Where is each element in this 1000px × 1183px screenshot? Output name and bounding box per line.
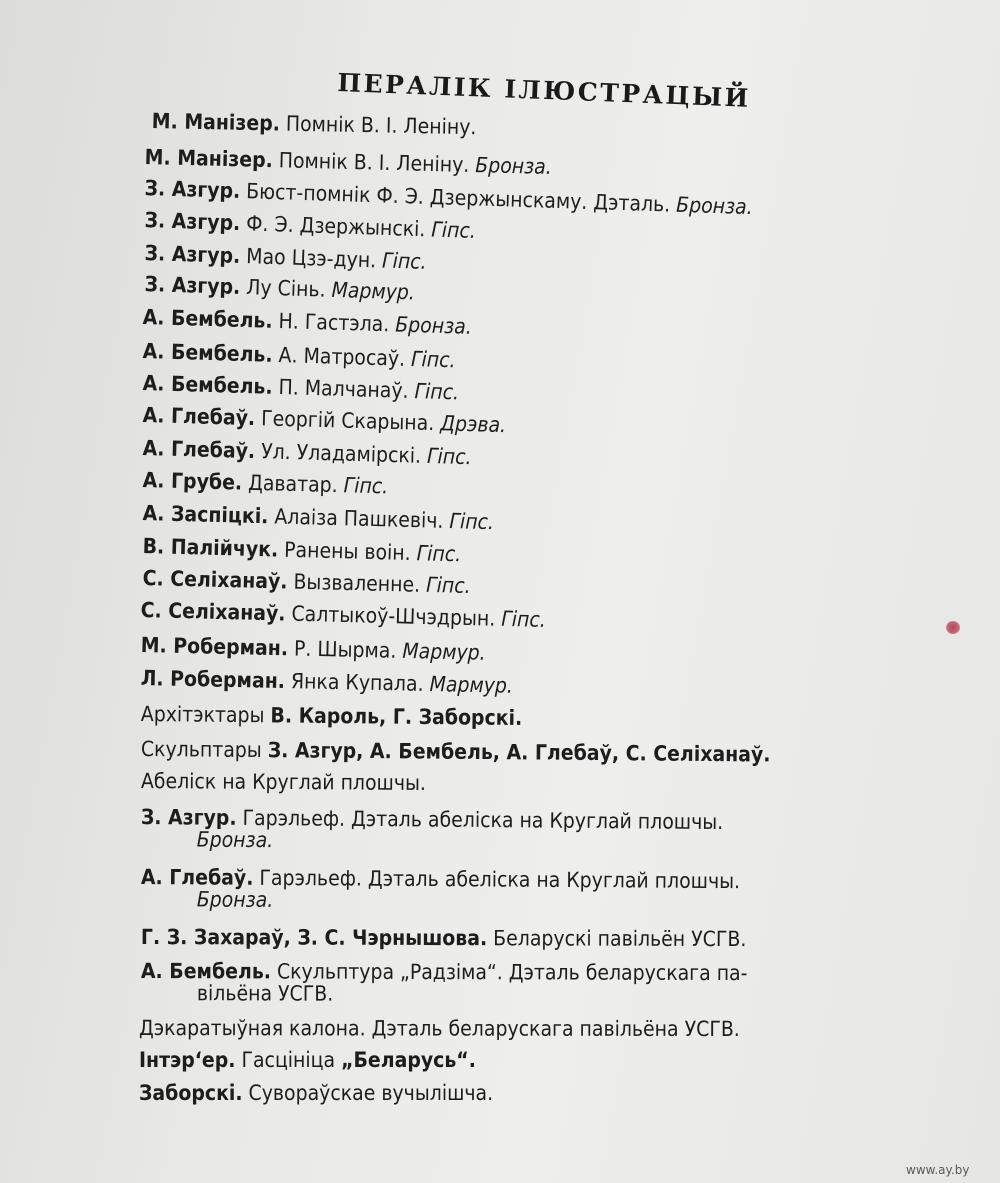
author: Л. Роберман. — [140, 666, 286, 694]
work-title: Алаіза Пашкевіч. — [274, 504, 444, 533]
material: Бронза. — [475, 153, 553, 179]
author: А. Бембель. — [142, 305, 273, 333]
material: Мармур. — [402, 638, 486, 665]
author: З. Азгур. — [144, 208, 241, 236]
list-item — [142, 502, 494, 533]
list-item — [141, 634, 486, 664]
author: Заборскі. — [139, 1081, 243, 1105]
work-title: Беларускі павільён УСГВ. — [493, 926, 747, 952]
interior-text: Гасцініца — [241, 1048, 336, 1072]
material: Мармур. — [429, 672, 514, 698]
obelisk-line — [141, 770, 426, 794]
list-item — [141, 667, 514, 697]
interior-label: Інтэр‘ер. — [139, 1048, 236, 1072]
author: А. Глебаў. — [142, 436, 256, 464]
material: Бронза. — [196, 827, 274, 853]
work-title: Даватар. — [247, 470, 339, 498]
author: Г. З. Захараў, З. С. Чэрнышова. — [140, 925, 488, 951]
hotel-name: „Беларусь“. — [341, 1048, 476, 1072]
author: М. Роберман. — [140, 633, 289, 661]
watermark: www.ay.by — [906, 1163, 970, 1177]
list-item — [152, 110, 477, 138]
material: Гіпс. — [425, 572, 471, 599]
list-item — [142, 340, 456, 371]
author: З. Азгур. — [144, 176, 241, 203]
author: М. Манізер. — [144, 145, 274, 173]
material: Дрэва. — [439, 411, 507, 438]
list-item — [142, 404, 506, 436]
work-title: Вызваленне. — [293, 569, 421, 597]
work-title: Помнік В. І. Леніну. — [285, 111, 477, 140]
author: З. Азгур. — [140, 805, 237, 830]
material: Бронза. — [196, 887, 274, 912]
work-title: Мао Цзэ-дун. — [245, 244, 377, 273]
sculptors-label: Скульптары — [140, 737, 262, 763]
work-title: Георгій Скарына. — [260, 406, 435, 436]
pavilion-line — [141, 926, 746, 950]
list-item — [140, 599, 546, 631]
material: Гіпс. — [416, 541, 462, 567]
material: Гіпс. — [500, 606, 547, 632]
column-line — [139, 1017, 740, 1040]
material: Бронза. — [675, 192, 754, 220]
relief-entry-2 — [141, 866, 740, 914]
sculptors-line — [141, 738, 771, 765]
work-title: Гарэльеф. Дэталь абеліска на Круглай плошчы. — [259, 865, 741, 894]
paper-stain — [946, 621, 960, 634]
work-title: Ф. Э. Дзержынскі. — [245, 211, 426, 242]
material: Гіпс. — [414, 379, 460, 405]
obelisk-text: Абеліск на Круглай плошчы. — [140, 769, 427, 795]
author: С. Селіханаў. — [140, 598, 286, 626]
architects-names: В. Кароль, Г. Заборскі. — [270, 703, 523, 730]
column-text: Дэкаратыўная калона. Дэталь беларускага павільёна УСГВ. — [138, 1016, 740, 1042]
list-item — [144, 242, 427, 273]
material: Бронза. — [394, 312, 473, 339]
sculpture-entry — [141, 960, 748, 1006]
author: М. Манізер. — [151, 109, 281, 136]
author: В. Палійчук. — [142, 534, 279, 562]
material: Мармур. — [331, 277, 416, 305]
work-title: Салтыкоў-Шчэдрын. — [291, 601, 496, 631]
list-item — [142, 306, 472, 338]
work-title: Лу Сінь. — [245, 275, 326, 302]
list-item — [142, 567, 470, 597]
material: Гіпс. — [381, 248, 428, 274]
author: С. Селіханаў. — [142, 566, 288, 594]
architects-line — [141, 703, 523, 729]
work-title: А. Матросаў. — [278, 343, 406, 371]
material: Гіпс. — [449, 509, 495, 535]
work-title: Скульптура „Радзіма“. Дэталь беларускага па- — [276, 959, 748, 986]
interior-line — [139, 1049, 476, 1071]
page-title: ПЕРАЛІК ІЛЮСТРАЦЫЙ — [336, 68, 752, 113]
material: Гіпс. — [431, 217, 477, 243]
work-title: Н. Гастэла. — [278, 309, 390, 337]
sculptors-names: З. Азгур, А. Бембель, А. Глебаў, С. Селіханаў. — [267, 738, 771, 767]
work-title: Помнік В. І. Леніну. — [278, 148, 470, 177]
list-item — [144, 209, 476, 242]
author: А. Бембель. — [142, 339, 273, 367]
list-item — [144, 273, 415, 303]
author: А. Бембель. — [142, 371, 273, 399]
material: Гіпс. — [426, 443, 472, 470]
author: З. Азгур. — [144, 241, 241, 268]
architects-label: Архітэктары — [140, 702, 265, 728]
list-item — [142, 372, 459, 403]
author: А. Грубе. — [142, 468, 243, 495]
work-title: Ранены воін. — [283, 537, 412, 566]
list-item — [142, 437, 471, 468]
author: А. Глебаў. — [142, 403, 256, 431]
work-title: Бюст-помнік Ф. Э. Дзержынскаму. Дэталь. — [245, 179, 671, 217]
work-title: Ул. Уладамірскі. — [260, 439, 422, 468]
work-title-continued: вільёна УСГВ. — [196, 981, 334, 1006]
author: А. Глебаў. — [140, 865, 254, 890]
work-title: Гарэльеф. Дэталь абеліска на Круглай плошчы. — [242, 805, 724, 835]
work-title: П. Малчанаў. — [278, 375, 409, 403]
material: Гіпс. — [343, 473, 389, 499]
work-title: Сувораўскае вучылішча. — [248, 1081, 494, 1105]
school-line — [139, 1082, 493, 1104]
list-item — [144, 146, 552, 178]
list-item — [142, 469, 388, 497]
author: А. Заспіцкі. — [142, 501, 269, 529]
material: Гіпс. — [410, 346, 456, 373]
author: А. Бембель. — [140, 959, 272, 984]
work-title: Янка Купала. — [290, 669, 424, 696]
list-item — [142, 535, 461, 565]
work-title: Р. Шырма. — [293, 636, 397, 663]
relief-entry-1 — [141, 806, 724, 855]
author: З. Азгур. — [144, 272, 241, 299]
